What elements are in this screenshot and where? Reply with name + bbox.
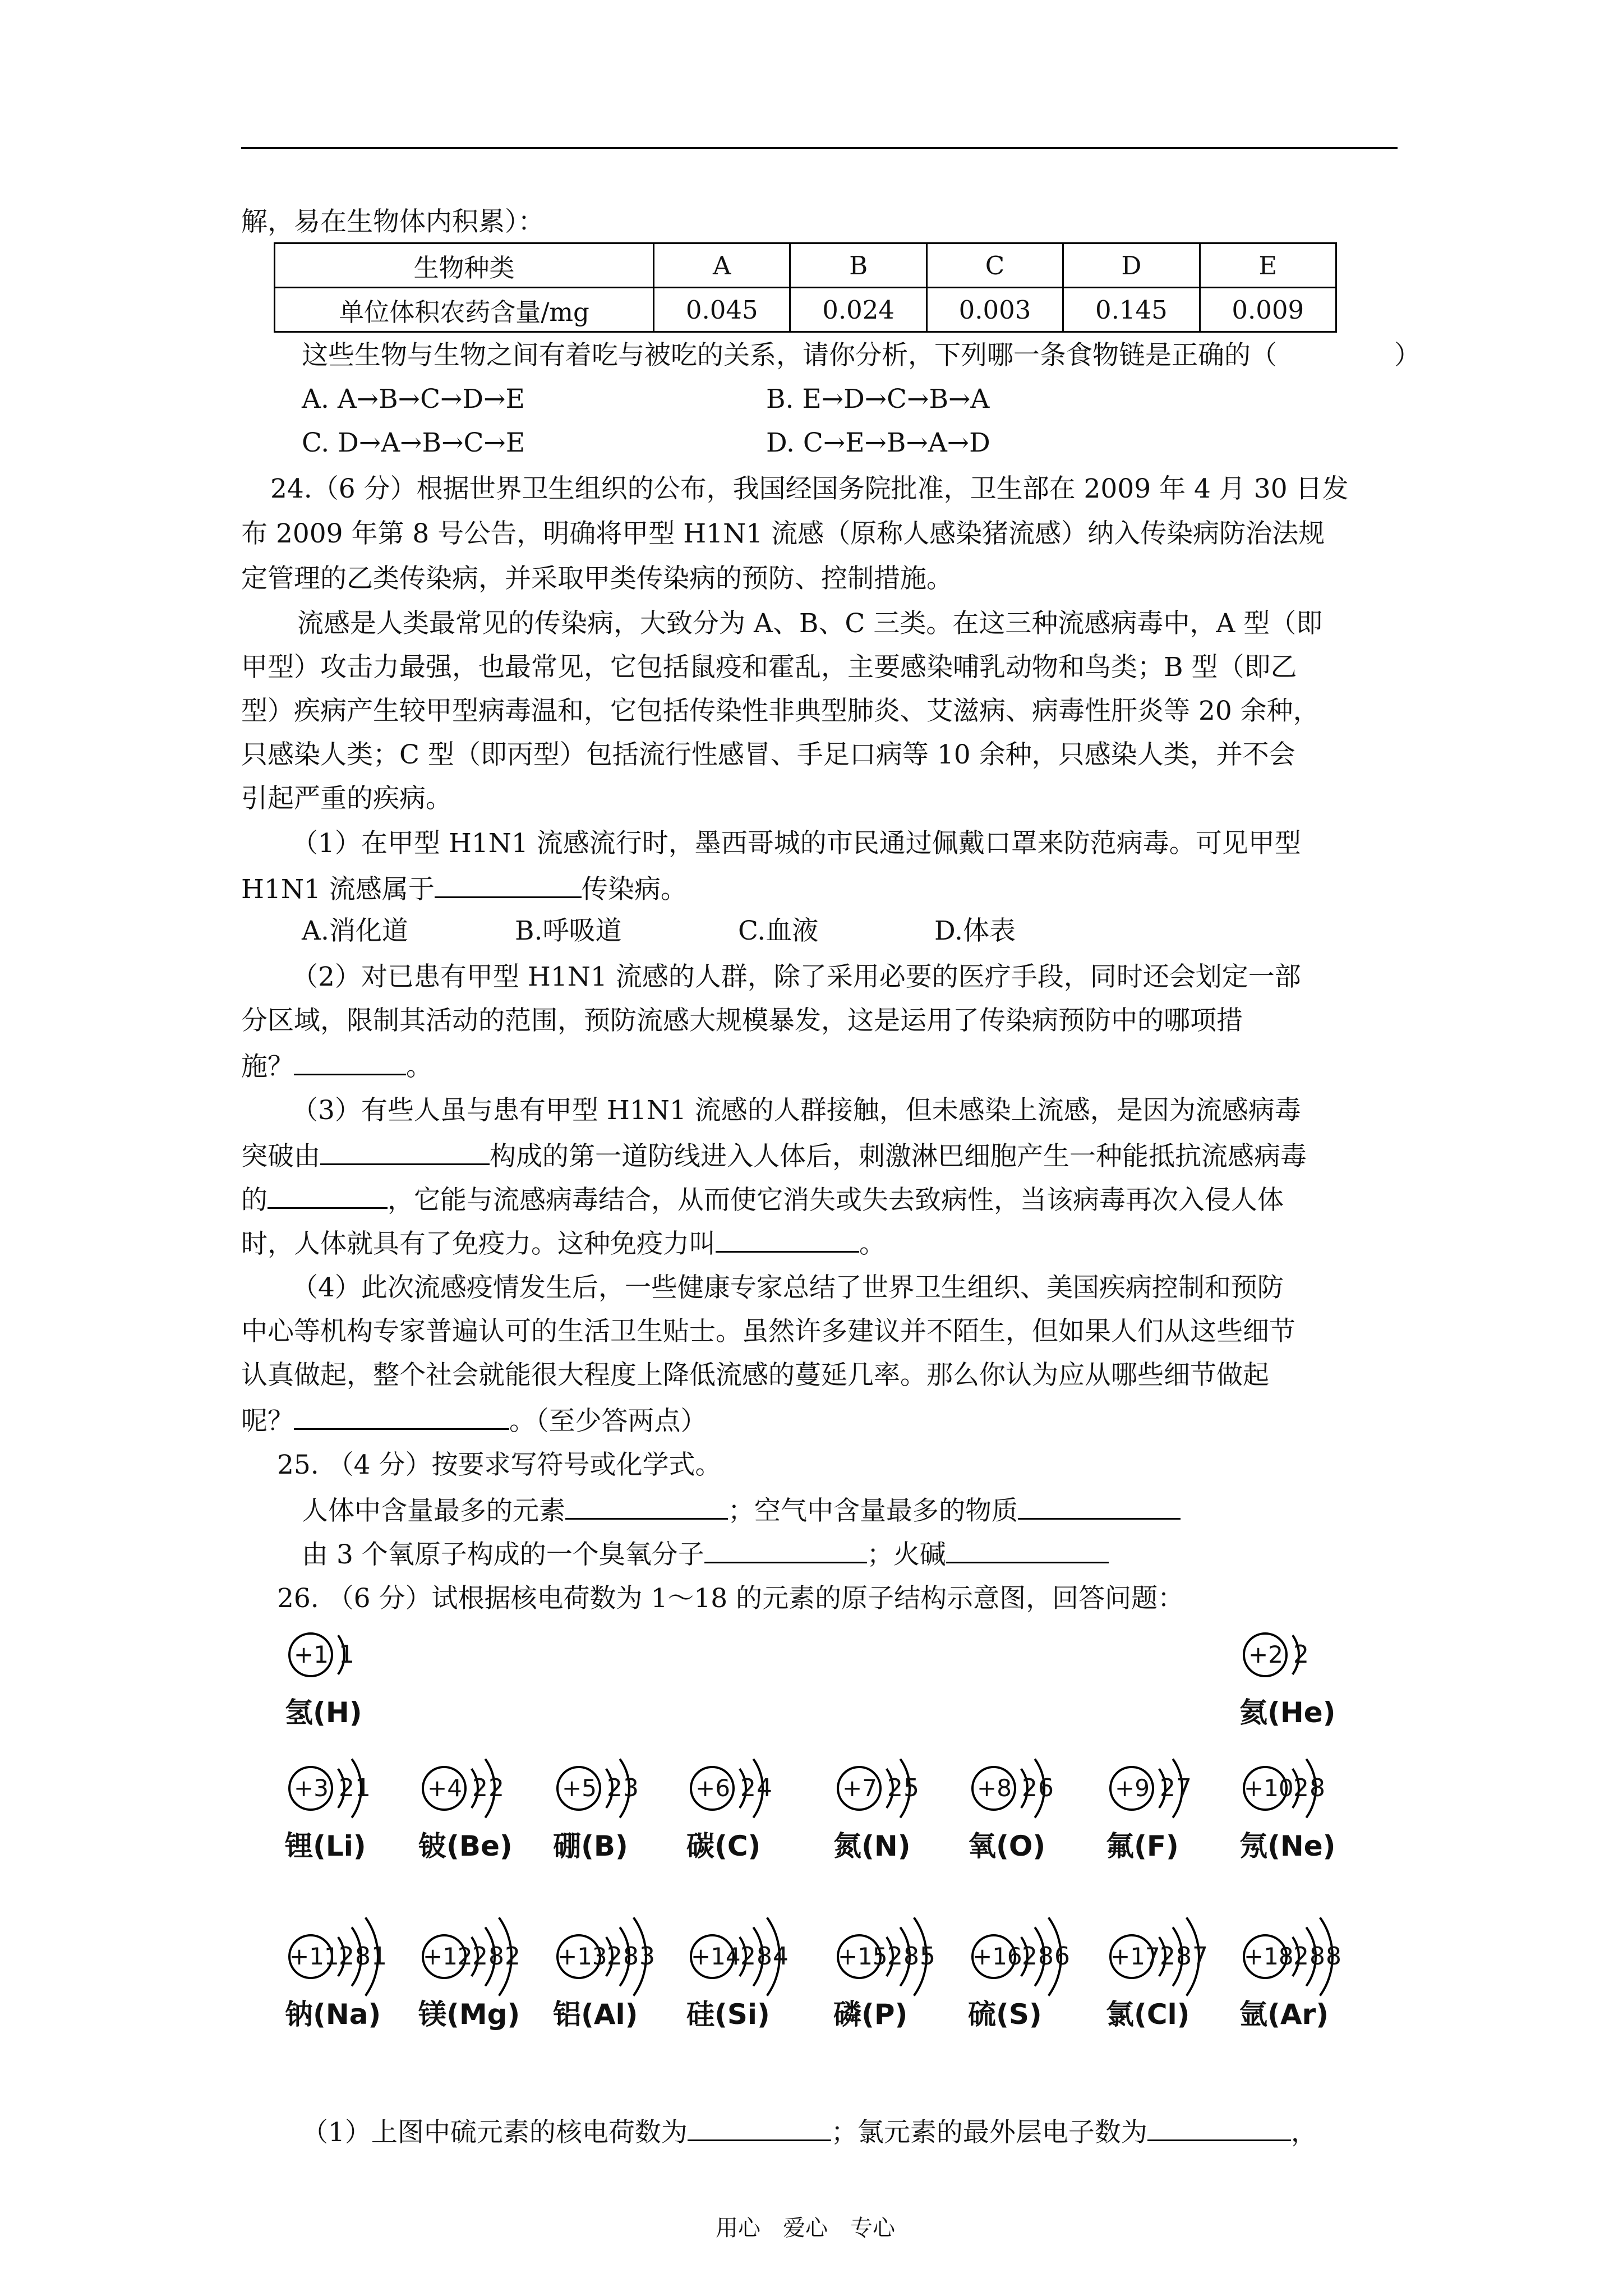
q23-option-c: C. D→A→B→C→E: [302, 427, 525, 458]
element-name: 氯(Cl): [1106, 1998, 1190, 2031]
nuclear-charge: +14: [691, 1943, 741, 1970]
q26-1-text: ，: [1290, 2117, 1317, 2148]
atom-diagram: [1107, 1749, 1247, 1833]
q24-2-text: 分区域，限制其活动的范围，预防流感大规模暴发，这是运用了传染病预防中的哪项措: [241, 1005, 1243, 1036]
q24-2-line: [241, 1051, 432, 1080]
nuclear-charge: +5: [562, 1774, 597, 1802]
element-name: 锂(Li): [285, 1830, 366, 1862]
q26-title: 26. （6 分）试根据核电荷数为 1～18 的元素的原子结构示意图，回答问题：: [277, 1583, 1184, 1614]
q24-1-text: 传染病。: [581, 874, 687, 905]
nuclear-charge: +15: [838, 1943, 888, 1970]
element-name: 硅(Si): [686, 1998, 770, 2031]
table-cell: 生物种类: [275, 243, 654, 288]
q24-text: 定管理的乙类传染病，并采取甲类传染病的预防、控制措施。: [241, 563, 953, 594]
element-name: 氦(He): [1239, 1696, 1336, 1729]
q24-text: 甲型）攻击力最强，也最常见，它包括鼠疫和霍乱，主要感染哺乳动物和鸟类；B 型（即乙: [241, 652, 1297, 683]
element-name: 碳(C): [686, 1830, 761, 1862]
q24-4-line: [241, 1406, 707, 1437]
atom-diagram: [419, 1749, 560, 1833]
answer-blank[interactable]: [1018, 1496, 1181, 1520]
q23-stem: 这些生物与生物之间有着吃与被吃的关系，请你分析，下列哪一条食物链是正确的（: [302, 340, 1277, 371]
electron-counts: 286: [1022, 1942, 1071, 1971]
atom-diagram: [419, 1917, 560, 2001]
q24-3-text: 。: [859, 1228, 886, 1259]
element-name: 氟(F): [1106, 1830, 1179, 1862]
q25-text: 由 3 个氧原子构成的一个臭氧分子: [302, 1539, 704, 1570]
table-cell: 0.145: [1063, 288, 1200, 332]
table-header-row: [275, 243, 1336, 288]
q26-1-text: ；氯元素的最外层电子数为: [831, 2117, 1147, 2148]
table-cell: 0.024: [790, 288, 926, 332]
electron-counts: 288: [1293, 1942, 1342, 1971]
table-cell: 0.009: [1200, 288, 1336, 332]
q24-3-line: [241, 1141, 1307, 1170]
electron-counts: 26: [1022, 1774, 1054, 1802]
electron-counts: 287: [1160, 1942, 1209, 1971]
answer-blank[interactable]: [565, 1496, 728, 1520]
nuclear-charge: +2: [1248, 1641, 1283, 1668]
answer-blank[interactable]: [716, 1228, 859, 1253]
answer-blank[interactable]: [294, 1406, 509, 1430]
answer-blank[interactable]: [294, 1051, 406, 1075]
q24-3-line: [241, 1228, 886, 1257]
q24-4-text: 呢？: [241, 1406, 294, 1437]
table-cell: B: [790, 243, 926, 288]
answer-blank[interactable]: [946, 1539, 1109, 1563]
atom-diagram: [554, 1749, 694, 1833]
q24-3-text: 构成的第一道防线进入人体后，刺激淋巴细胞产生一种能抵抗流感病毒: [490, 1141, 1307, 1172]
element-name: 磷(P): [833, 1998, 908, 2031]
q24-text: 引起严重的疾病。: [241, 783, 452, 814]
electron-counts: 282: [472, 1942, 521, 1971]
q24-1-option-c: C.血液: [738, 915, 819, 946]
answer-blank[interactable]: [1147, 2117, 1291, 2141]
q25-title: 25. （4 分）按要求写符号或化学式。: [277, 1450, 722, 1480]
electron-counts: 28: [1293, 1774, 1326, 1802]
q24-text: 流感是人类最常见的传染病，大致分为 A、B、C 三类。在这三种流感病毒中，A 型（即: [297, 608, 1323, 639]
q25-text: 人体中含量最多的元素: [302, 1496, 565, 1526]
electron-counts: 27: [1160, 1774, 1192, 1802]
q23-option-d: D. C→E→B→A→D: [766, 427, 990, 458]
atom-diagram: [1241, 1749, 1381, 1833]
q23-close-paren: ）: [1394, 340, 1421, 371]
q24-text: 24.（6 分）根据世界卫生组织的公布，我国经国务院批准，卫生部在 2009 年 4 月 30 日发: [270, 473, 1349, 504]
table-cell: C: [926, 243, 1063, 288]
atom-diagram: [969, 1917, 1109, 2001]
table-cell: 0.045: [654, 288, 790, 332]
atom-diagram: [688, 1749, 828, 1833]
answer-blank[interactable]: [704, 1539, 867, 1563]
q24-4-text: 中心等机构专家普遍认可的生活卫生贴士。虽然许多建议并不陌生，但如果人们从这些细节: [241, 1316, 1295, 1347]
answer-blank[interactable]: [320, 1141, 490, 1165]
page-footer: 用心 爱心 专心: [716, 2215, 895, 2241]
electron-counts: 2: [1293, 1640, 1310, 1669]
header-rule: [241, 147, 1398, 149]
atom-diagram: [1107, 1917, 1247, 2001]
q24-text: 只感染人类；C 型（即丙型）包括流行性感冒、手足口病等 10 余种，只感染人类，并不会: [241, 739, 1295, 770]
q26-1-line: [302, 2117, 1317, 2146]
answer-blank[interactable]: [268, 1185, 388, 1209]
q23-option-a: A. A→B→C→D→E: [302, 384, 525, 415]
atom-diagram: [286, 1616, 426, 1700]
answer-blank[interactable]: [688, 2117, 831, 2141]
nuclear-charge: +13: [557, 1943, 607, 1970]
nuclear-charge: +3: [294, 1774, 329, 1802]
electron-counts: 283: [607, 1942, 656, 1971]
nuclear-charge: +10: [1244, 1774, 1294, 1802]
table-data-row: [275, 288, 1336, 332]
q25-text: ；火碱: [866, 1539, 946, 1570]
q25-line: [302, 1496, 1181, 1524]
element-name: 氮(N): [833, 1830, 911, 1862]
q24-3-text: （3）有些人虽与患有甲型 H1N1 流感的人群接触，但未感染上流感，是因为流感病毒: [292, 1095, 1301, 1126]
atom-diagram: [286, 1917, 426, 2001]
electron-counts: 21: [339, 1774, 371, 1802]
atom-diagram: [834, 1917, 975, 2001]
q24-1-option-b: B.呼吸道: [515, 915, 622, 946]
q24-3-text: 突破由: [241, 1141, 320, 1172]
nuclear-charge: +6: [695, 1774, 730, 1802]
atom-diagram: [969, 1749, 1109, 1833]
q24-3-line: [241, 1185, 1284, 1216]
intro-line: 解，易在生物体内积累）：: [241, 206, 545, 237]
atom-diagram: [688, 1917, 828, 2001]
q24-4-text: 。（至少答两点）: [509, 1406, 707, 1437]
q24-2-text: 。: [406, 1051, 432, 1082]
q24-text: 布 2009 年第 8 号公告，明确将甲型 H1N1 流感（原称人感染猪流感）纳入传染病防治法规: [241, 518, 1325, 549]
pesticide-table: [274, 242, 1337, 333]
table-cell: A: [654, 243, 790, 288]
table-cell: D: [1063, 243, 1200, 288]
q24-1-option-a: A.消化道: [302, 915, 408, 946]
element-name: 硫(S): [968, 1998, 1042, 2031]
q23-option-b: B. E→D→C→B→A: [766, 384, 990, 415]
nuclear-charge: +4: [427, 1774, 462, 1802]
q24-4-text: 认真做起，整个社会就能很大程度上降低流感的蔓延几率。那么你认为应从哪些细节做起: [241, 1360, 1269, 1391]
q24-4-text: （4）此次流感疫情发生后，一些健康专家总结了世界卫生组织、美国疾病控制和预防: [292, 1272, 1284, 1303]
q24-1-text: （1）在甲型 H1N1 流感流行时，墨西哥城的市民通过佩戴口罩来防范病毒。可见甲型: [292, 828, 1301, 859]
element-name: 氧(O): [968, 1830, 1046, 1862]
q24-1-text: H1N1 流感属于: [241, 874, 435, 905]
table-cell: 0.003: [926, 288, 1063, 332]
atom-diagram: [286, 1749, 426, 1833]
nuclear-charge: +11: [289, 1943, 339, 1970]
electron-counts: 1: [339, 1640, 355, 1669]
q24-3-text: 的: [241, 1185, 268, 1216]
nuclear-charge: +17: [1110, 1943, 1160, 1970]
q24-2-text: （2）对已患有甲型 H1N1 流感的人群，除了采用必要的医疗手段，同时还会划定一部: [292, 961, 1301, 992]
element-name: 镁(Mg): [418, 1998, 520, 2031]
q25-line: [302, 1539, 1109, 1568]
table-cell: E: [1200, 243, 1336, 288]
element-name: 氩(Ar): [1239, 1998, 1329, 2031]
table-cell: 单位体积农药含量/mg: [275, 288, 654, 332]
atom-diagram: [554, 1917, 694, 2001]
electron-counts: 23: [607, 1774, 639, 1802]
element-name: 硼(B): [553, 1830, 628, 1862]
q24-text: 型）疾病产生较甲型病毒温和，它包括传染性非典型肺炎、艾滋病、病毒性肝炎等 20 余种，: [241, 696, 1320, 726]
nuclear-charge: +16: [972, 1943, 1022, 1970]
electron-counts: 25: [887, 1774, 920, 1802]
element-name: 氖(Ne): [1239, 1830, 1336, 1862]
q24-3-text: ，它能与流感病毒结合，从而使它消失或失去致病性，当该病毒再次入侵人体: [388, 1185, 1284, 1216]
element-name: 钠(Na): [285, 1998, 381, 2031]
nuclear-charge: +8: [977, 1774, 1012, 1802]
element-name: 铍(Be): [418, 1830, 513, 1862]
atom-diagram: [1241, 1917, 1381, 2001]
answer-blank[interactable]: [435, 874, 582, 898]
atom-diagram: [834, 1749, 975, 1833]
nuclear-charge: +9: [1115, 1774, 1150, 1802]
nuclear-charge: +12: [423, 1943, 473, 1970]
electron-counts: 22: [472, 1774, 505, 1802]
nuclear-charge: +18: [1244, 1943, 1294, 1970]
q24-1-line: [241, 874, 687, 903]
electron-counts: 284: [740, 1942, 789, 1971]
nuclear-charge: +1: [294, 1641, 329, 1668]
q24-3-text: 时，人体就具有了免疫力。这种免疫力叫: [241, 1228, 716, 1259]
electron-counts: 24: [740, 1774, 773, 1802]
q25-text: ；空气中含量最多的物质: [728, 1496, 1018, 1526]
electron-counts: 281: [339, 1942, 388, 1971]
q24-1-option-d: D.体表: [934, 915, 1016, 946]
electron-counts: 285: [887, 1942, 936, 1971]
nuclear-charge: +7: [842, 1774, 877, 1802]
element-name: 氢(H): [285, 1696, 362, 1729]
element-name: 铝(Al): [553, 1998, 638, 2031]
q26-1-text: （1）上图中硫元素的核电荷数为: [302, 2117, 688, 2148]
q24-2-text: 施？: [241, 1051, 294, 1082]
atom-diagram: [1241, 1616, 1381, 1700]
